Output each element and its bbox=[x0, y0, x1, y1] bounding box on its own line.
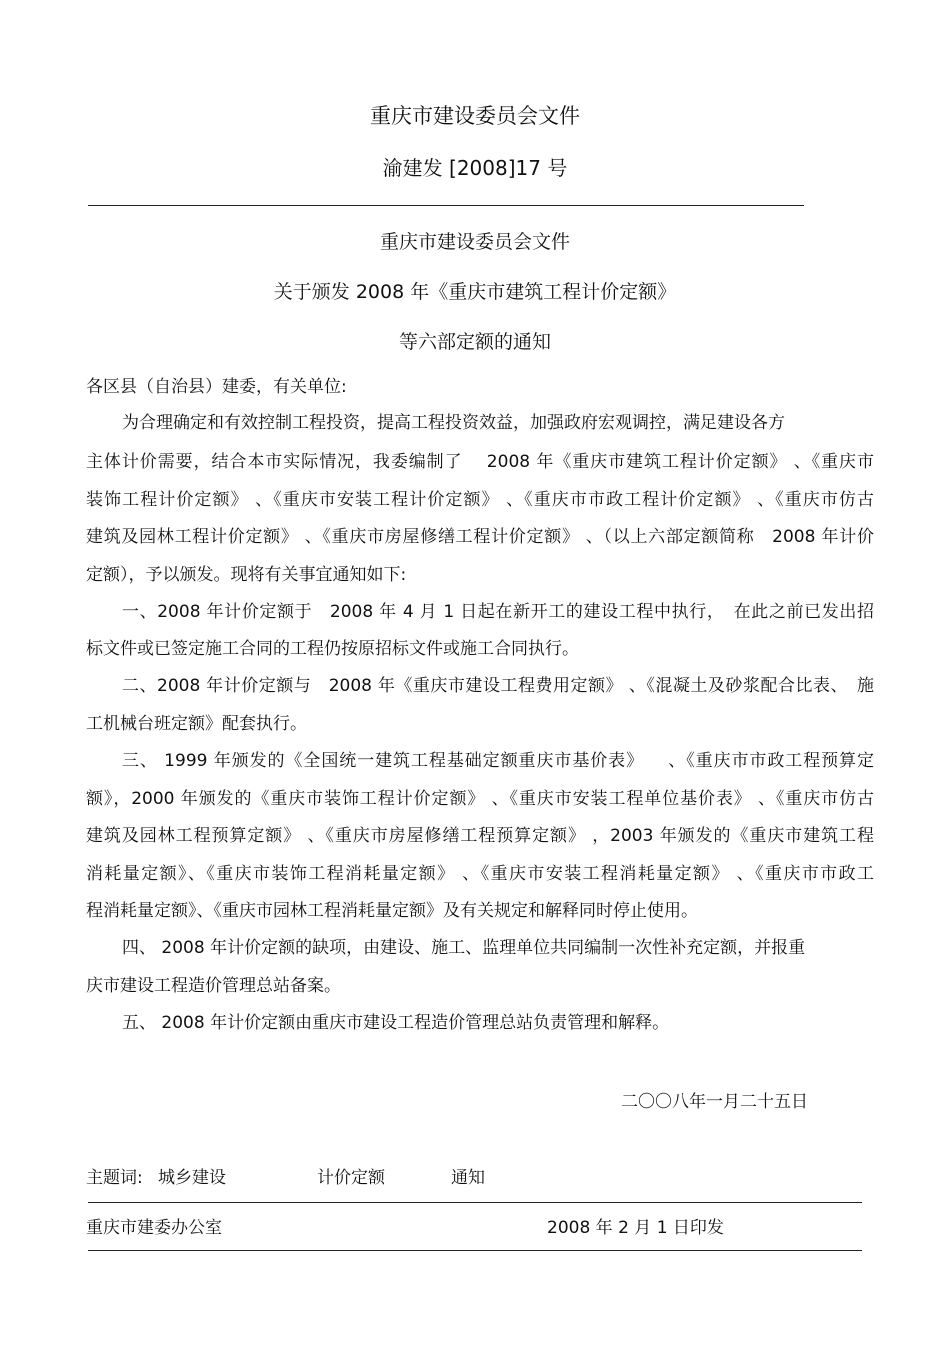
body-line: 四、 2008 年计价定额的缺项，由建设、施工、监理单位共同编制一次性补充定额，并报重 bbox=[122, 938, 806, 958]
body-line: 标文件或已签定施工合同的工程仍按原招标文件或施工合同执行。 bbox=[86, 639, 579, 659]
body-line: 定额），予以颁发。现将有关事宜通知如下: bbox=[86, 565, 407, 585]
header-divider bbox=[88, 205, 804, 206]
body-line: 一、2008 年计价定额于 2008 年 4 月 1 日起在新开工的建设工程中执行， 在此之前已发出招 bbox=[122, 602, 874, 622]
signature-date: 二〇〇八年一月二十五日 bbox=[621, 1092, 808, 1112]
body-line: 五、 2008 年计价定额由重庆市建设工程造价管理总站负责管理和解释。 bbox=[122, 1013, 670, 1033]
body-line: 装饰工程计价定额》 、《重庆市安装工程计价定额》 、《重庆市市政工程计价定额》 、《重庆市仿古 bbox=[86, 490, 874, 510]
body-line: 为合理确定和有效控制工程投资，提高工程投资效益，加强政府宏观调控，满足建设各方 bbox=[122, 413, 785, 433]
salutation: 各区县（自治县）建委，有关单位: bbox=[86, 377, 347, 397]
document-number: 渝建发 [2008]17 号 bbox=[382, 156, 568, 180]
header-org-title: 重庆市建设委员会文件 bbox=[370, 104, 580, 128]
keyword: 计价定额 bbox=[317, 1168, 385, 1188]
body-line: 主体计价需要，结合本市实际情况，我委编制了 2008 年《重庆市建筑工程计价定额》 、《重庆市 bbox=[86, 452, 874, 472]
body-line: 庆市建设工程造价管理总站备案。 bbox=[86, 976, 341, 996]
footer-divider-bottom bbox=[88, 1250, 862, 1251]
notice-title-line-1: 关于颁发 2008 年《重庆市建筑工程计价定额》 bbox=[273, 281, 677, 303]
body-line: 消耗量定额》、《重庆市装饰工程消耗量定额》 、《重庆市安装工程消耗量定额》 、《重庆市市政工 bbox=[86, 864, 874, 884]
keyword: 城乡建设 bbox=[158, 1168, 226, 1188]
body-line: 程消耗量定额》、《重庆市园林工程消耗量定额》及有关规定和解释同时停止使用。 bbox=[86, 901, 698, 921]
print-date: 2008 年 2 月 1 日印发 bbox=[547, 1218, 724, 1238]
notice-title-line-2: 等六部定额的通知 bbox=[398, 331, 551, 353]
body-line: 工机械台班定额》配套执行。 bbox=[86, 714, 307, 734]
keyword: 通知 bbox=[451, 1168, 485, 1188]
body-line: 建筑及园林工程预算定额》 、《重庆市房屋修缮工程预算定额》 ，2003 年颁发的《重庆市建筑工程 bbox=[86, 826, 874, 846]
body-line: 额》，2000 年颁发的《重庆市装饰工程计价定额》 、《重庆市安装工程单位基价表》 、《重庆市仿古 bbox=[86, 789, 874, 809]
body-line: 建筑及园林工程计价定额》 、《重庆市房屋修缮工程计价定额》 、（以上六部定额简称 2008 年计价 bbox=[86, 527, 874, 547]
body-line: 三、 1999 年颁发的《全国统一建筑工程基础定额重庆市基价表》 、《重庆市市政工程预算定 bbox=[122, 751, 874, 771]
title-org: 重庆市建设委员会文件 bbox=[379, 231, 570, 253]
keywords-label: 主题词: bbox=[86, 1168, 143, 1188]
issuing-office: 重庆市建委办公室 bbox=[86, 1218, 222, 1238]
footer-divider-top bbox=[88, 1202, 862, 1203]
body-line: 二、2008 年计价定额与 2008 年《重庆市建设工程费用定额》 、《混凝土及砂浆配合比表、 施 bbox=[122, 676, 874, 696]
